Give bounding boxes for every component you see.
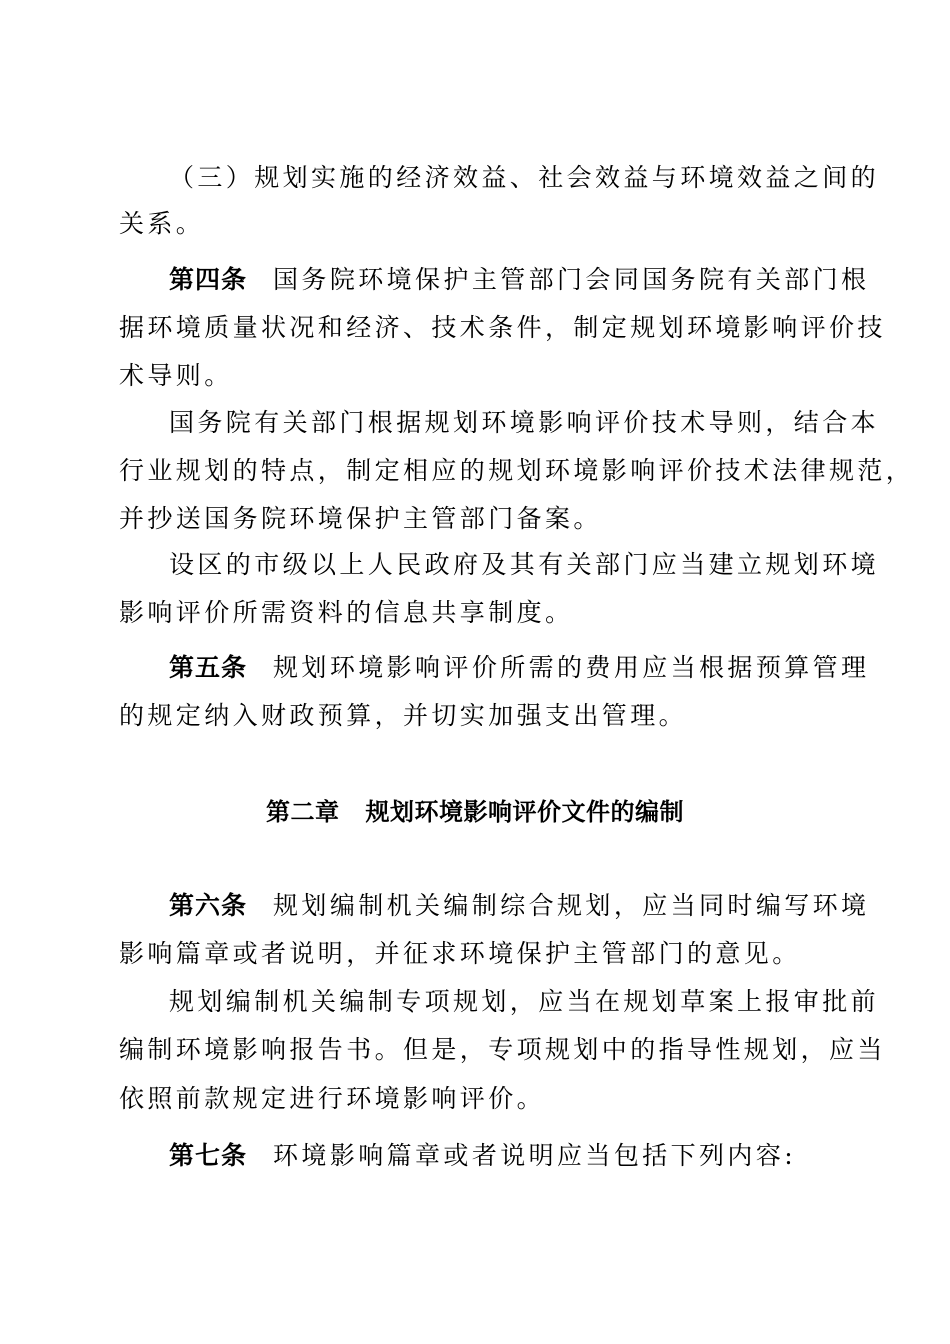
paragraph-line: 国务院有关部门根据规划环境影响评价技术导则，结合本 [169, 408, 880, 437]
paragraph-line: 关系。 [119, 209, 205, 238]
paragraph-line: 据环境质量状况和经济、技术条件，制定规划环境影响评价技 [119, 313, 886, 342]
paragraph-line: 规划编制机关编制专项规划，应当在规划草案上报审批前 [169, 987, 880, 1016]
article-6-text: 规划编制机关编制综合规划，应当同时编写环境 [273, 891, 870, 920]
paragraph-line: 编制环境影响报告书。但是，专项规划中的指导性规划，应当 [119, 1035, 886, 1064]
article-7-label: 第七条 [169, 1141, 248, 1170]
chapter-heading [0, 796, 950, 828]
article-7-text: 环境影响篇章或者说明应当包括下列内容: [273, 1141, 797, 1170]
paragraph-line: （三）规划实施的经济效益、社会效益与环境效益之间的 [169, 163, 880, 192]
paragraph-line: 影响篇章或者说明，并征求环境保护主管部门的意见。 [119, 939, 801, 968]
chapter-label: 第二章 [266, 798, 340, 826]
article-5-line [169, 652, 870, 684]
paragraph-line: 术导则。 [119, 361, 233, 390]
article-6-label: 第六条 [169, 891, 248, 920]
article-7-line [169, 1140, 839, 1172]
article-5-label: 第五条 [169, 653, 248, 682]
article-4-line [169, 264, 870, 296]
paragraph-line: 依照前款规定进行环境影响评价。 [119, 1084, 546, 1113]
chapter-title: 规划环境影响评价文件的编制 [365, 798, 684, 826]
paragraph-line: 并抄送国务院环境保护主管部门备案。 [119, 504, 602, 533]
paragraph-line: 行业规划的特点，制定相应的规划环境影响评价技术法律规范， [119, 456, 915, 485]
article-6-line [169, 890, 870, 922]
paragraph-line: 影响评价所需资料的信息共享制度。 [119, 598, 574, 627]
paragraph-line: 的规定纳入财政预算，并切实加强支出管理。 [119, 701, 688, 730]
article-4-text: 国务院环境保护主管部门会同国务院有关部门根 [273, 265, 870, 294]
paragraph-line: 设区的市级以上人民政府及其有关部门应当建立规划环境 [169, 550, 880, 579]
article-4-label: 第四条 [169, 265, 248, 294]
article-5-text: 规划环境影响评价所需的费用应当根据预算管理 [273, 653, 870, 682]
